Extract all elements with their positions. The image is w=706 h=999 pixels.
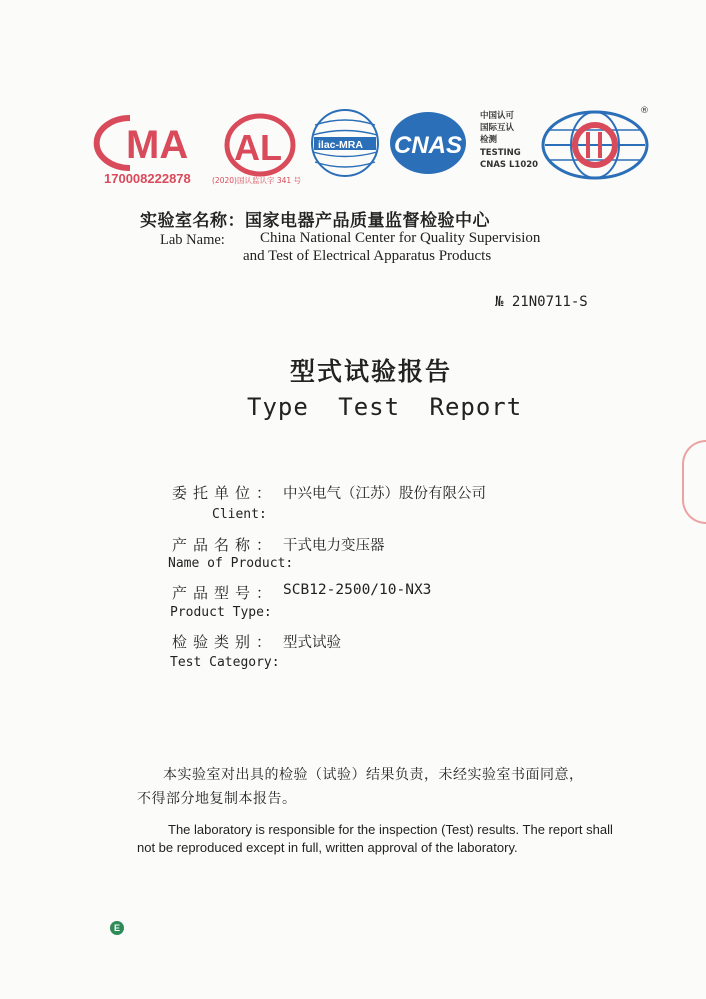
svg-text:TESTING: TESTING	[480, 148, 521, 158]
cal-logo	[212, 116, 302, 185]
notice-en-line2: not be reproduced except in full, written approval of the laboratory.	[137, 840, 518, 855]
product-name-value: 干式电力变压器	[283, 538, 385, 554]
svg-text:检测: 检测	[480, 135, 498, 145]
product-type-label-cn: 产品型号：	[172, 584, 278, 602]
lab-name-cn: 实验室名称：国家电器产品质量监督检验中心	[140, 211, 490, 231]
ilac-text: ilac-MRA	[318, 139, 363, 151]
lab-name-en-line1: China National Center for Quality Supervision	[260, 230, 541, 246]
client-label-cn: 委托单位：	[172, 484, 278, 502]
registered-mark: ®	[640, 106, 649, 116]
cma-number: 170008222878	[104, 171, 191, 186]
product-name-label-en: Name of Product:	[168, 556, 294, 571]
ilac-mra-logo	[312, 110, 378, 176]
cnas-caption	[480, 110, 538, 170]
cnas-text: CNAS	[394, 132, 463, 159]
test-category-label-cn: 检验类别：	[172, 633, 278, 651]
accreditation-logos	[0, 0, 706, 200]
cma-text: MA	[126, 123, 189, 167]
notice-cn-line2: 不得部分地复制本报告。	[137, 791, 297, 807]
title-cn: 型式试验报告	[290, 357, 453, 386]
title-en: Type Test Report	[247, 393, 523, 421]
seal-stamp-edge	[682, 440, 706, 524]
product-type-value: SCB12-2500/10-NX3	[283, 582, 432, 598]
footer-circle-mark: E	[110, 921, 124, 935]
svg-text:国际互认: 国际互认	[480, 123, 515, 133]
lab-name-en-line2: and Test of Electrical Apparatus Products	[243, 248, 492, 264]
cal-text: AL	[234, 127, 282, 168]
test-category-value: 型式试验	[283, 635, 341, 651]
svg-text:中国认可: 中国认可	[480, 111, 515, 121]
client-label-en: Client:	[212, 507, 267, 522]
cma-logo	[97, 118, 191, 186]
test-category-label-en: Test Category:	[170, 655, 280, 670]
cal-caption: (2020)国认监认字 341 号	[212, 176, 302, 185]
report-number: № 21N0711-S	[495, 294, 588, 310]
product-type-label-en: Product Type:	[170, 605, 272, 620]
cqc-globe-logo	[543, 106, 649, 178]
notice-en-line1: The laboratory is responsible for the inspection (Test) results. The report shall	[168, 822, 613, 837]
product-name-label-cn: 产品名称：	[172, 536, 278, 554]
cnas-logo	[390, 112, 466, 174]
notice-cn-line1: 本实验室对出具的检验（试验）结果负责，未经实验室书面同意，	[163, 767, 584, 783]
client-value: 中兴电气（江苏）股份有限公司	[283, 486, 486, 502]
svg-text:CNAS L1020: CNAS L1020	[480, 160, 539, 170]
lab-name-en-label: Lab Name:	[160, 232, 225, 248]
